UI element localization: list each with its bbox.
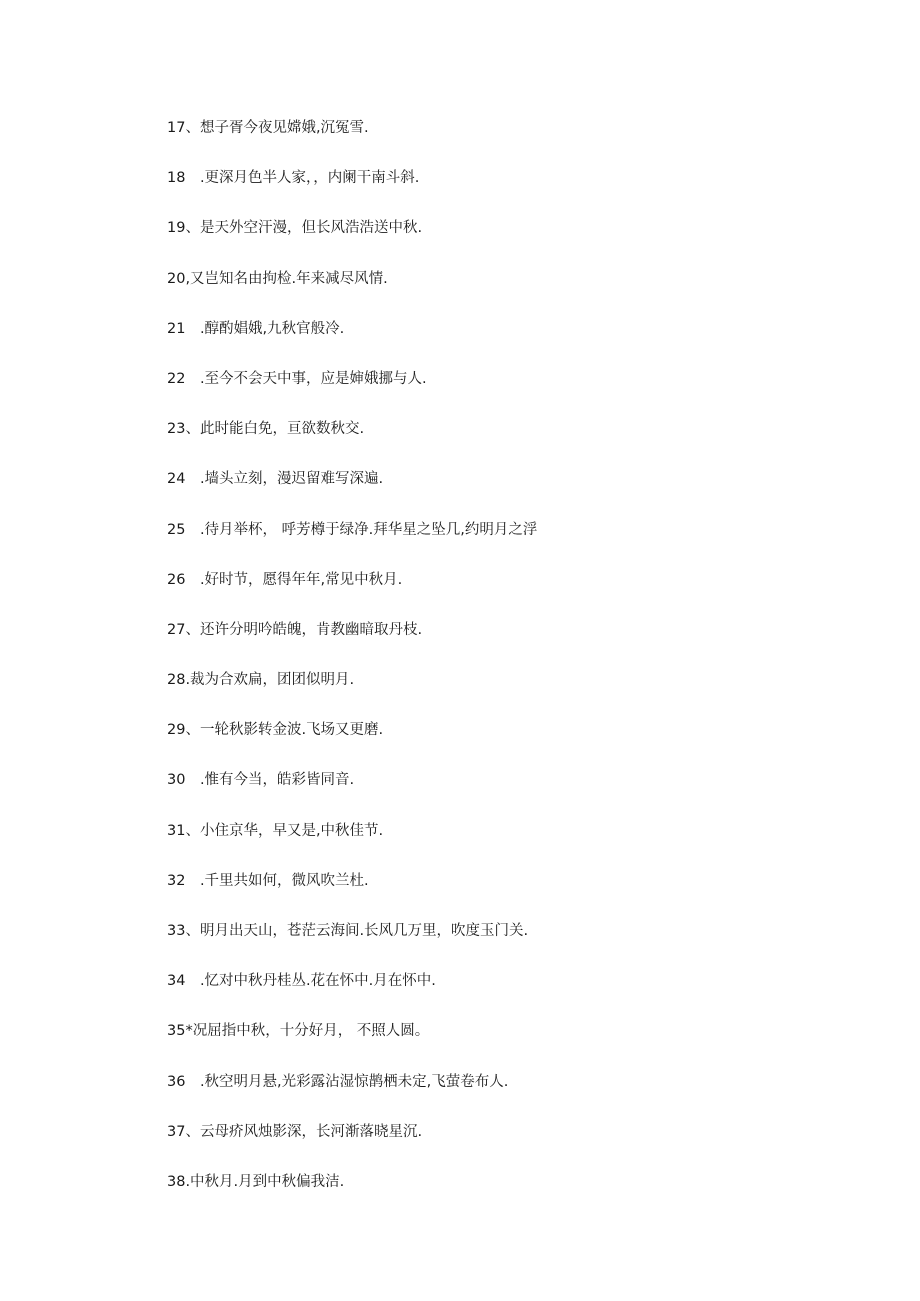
poem-line: 19、是天外空汗漫，但长风浩浩送中秋. xyxy=(167,220,423,237)
poem-line: 36 .秋空明月悬,光彩露沾湿惊鹊栖未定,飞萤卷布人. xyxy=(167,1073,509,1090)
poem-line: 27、还许分明吟皓魄，肯教幽暗取丹枝. xyxy=(167,621,423,638)
poem-line: 37、云母疥风烛影深，长河渐落晓星沉. xyxy=(167,1123,423,1140)
poem-line: 20,又岂知名由拘检.年来减尽风情. xyxy=(167,270,388,287)
poem-line: 30 .惟有今当，皓彩皆同音. xyxy=(167,772,355,789)
poem-line: 32 .千里共如何，微风吹兰杜. xyxy=(167,872,369,889)
poem-line: 24 .墙头立刻，漫迟留难写深遍. xyxy=(167,471,384,488)
poem-line-list xyxy=(167,115,867,1219)
poem-line: 35*况屈指中秋，十分好月， 不照人圆。 xyxy=(167,1023,430,1040)
poem-line: 38.中秋月.月到中秋偏我洁. xyxy=(167,1173,345,1190)
poem-line: 34 .忆对中秋丹桂丛.花在怀中.月在怀中. xyxy=(167,973,436,990)
poem-line: 17、想子胥今夜见嫦娥,沉冤雪. xyxy=(167,120,369,136)
poem-line: 28.裁为合欢扁，团团似明月. xyxy=(167,672,355,689)
poem-line: 22 .至今不会天中事，应是婶娥挪与人. xyxy=(167,370,427,387)
poem-line: 23、此时能白免，亘欲数秋交. xyxy=(167,421,365,438)
poem-line: 21 .醇酌娼娥,九秋官般冷. xyxy=(167,320,345,337)
poem-line: 29、一轮秋影转金波.飞场又更磨. xyxy=(167,722,384,739)
poem-line: 33、明月出天山，苍茫云海间.长风几万里，吹度玉门关. xyxy=(167,923,529,939)
poem-line: 26 .好时节，愿得年年,常见中秋月. xyxy=(167,571,403,588)
poem-line: 25 .待月举杯， 呼芳樽于绿净.拜华星之坠几,约明月之浮 xyxy=(167,521,538,538)
poem-line: 18 .更深月色半人家，，内阑干南斗斜. xyxy=(167,170,420,187)
poem-line: 31、小住京华，早又是,中秋佳节. xyxy=(167,822,384,839)
